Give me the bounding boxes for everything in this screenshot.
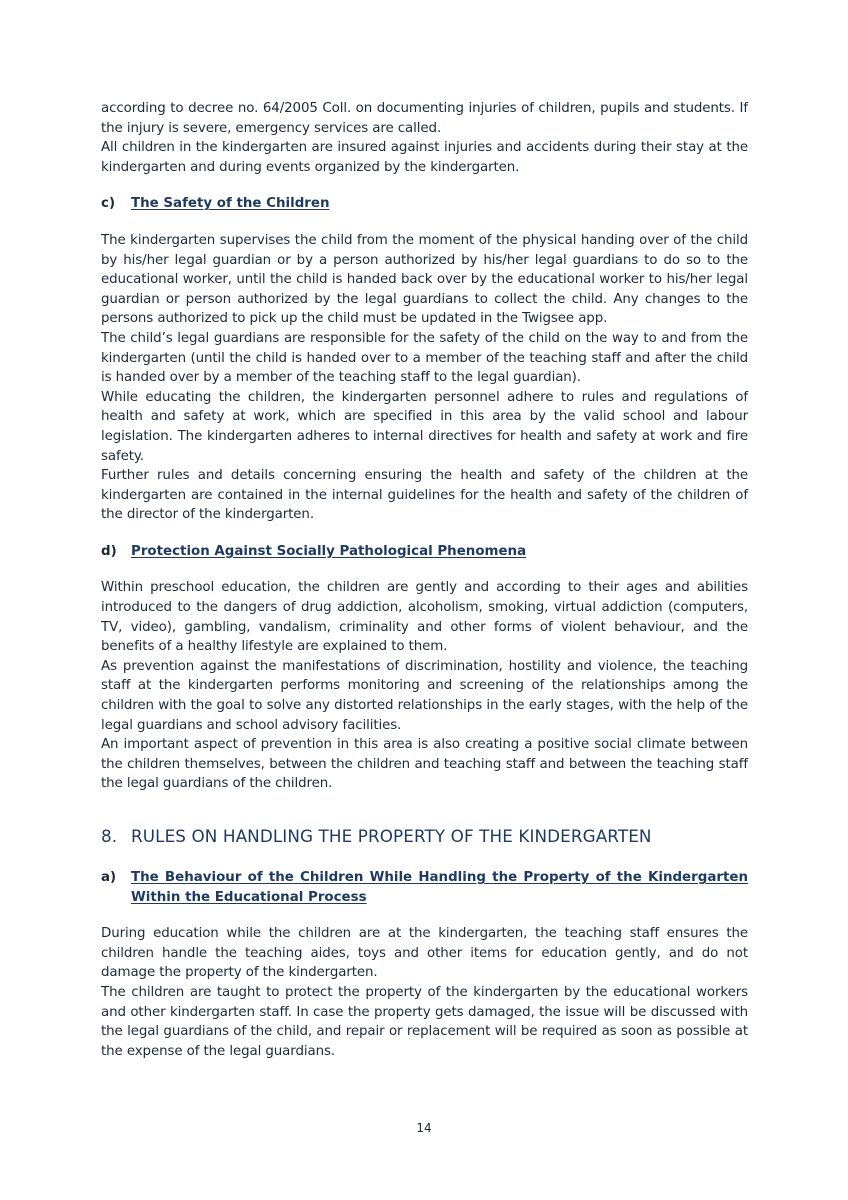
section-8a-paragraph-2: The children are taught to protect the property of the kindergarten by the educational workers and other kindergarten staff. In case the property gets damaged, the issue will be discussed with the legal guardians of the child, and repair or replacement will be required as soon as possible at the expense of the legal guardians.	[101, 984, 748, 1059]
section-8-title: RULES ON HANDLING THE PROPERTY OF THE KINDERGARTEN	[131, 826, 652, 846]
section-d-paragraph-1: Within preschool education, the children are gently and according to their ages and abilities introduced to the dangers of drug addiction, alcoholism, smoking, virtual addiction (computers, TV, video), gambling, vandalism, criminality and other forms of violent behaviour, and the benefits of a healthy lifestyle are explained to them.	[101, 580, 748, 655]
intro-paragraph-2: All children in the kindergarten are insured against injuries and accidents during their stay at the kindergarten and during events organized by the kindergarten.	[101, 140, 748, 175]
section-c-paragraph-4: Further rules and details concerning ensuring the health and safety of the children at the kindergarten are contained in the internal guidelines for the health and safety of the children of the director of the kindergarten.	[101, 468, 748, 523]
section-d-paragraph-3: An important aspect of prevention in this area is also creating a positive social climate between the children themselves, between the children and teaching staff and between the teaching staff the legal guardians of the children.	[101, 737, 748, 792]
section-8a-letter: a)	[101, 870, 117, 885]
section-c-letter: c)	[101, 196, 116, 212]
section-8-heading	[101, 825, 748, 847]
section-8a-paragraph-1: During education while the children are at the kindergarten, the teaching staff ensures the children handle the teaching aides, toys and other items for education gently, and do not damage the property of the kindergarten.	[101, 926, 748, 981]
section-8a-title: The Behaviour of the Children While Handling the Property of the Kindergarten Within the Educational Process	[131, 870, 748, 905]
section-8a-heading	[101, 868, 748, 907]
section-c-paragraph-1: The kindergarten supervises the child from the moment of the physical handing over of the child by his/her legal guardian or by a person authorized by his/her legal guardians to do so to the educational worker, until the child is handed back over by the educational worker to his/her legal guardian or person authorized by the legal guardians to collect the child. Any changes to the persons authorized to pick up the child must be updated in the Twigsee app.	[101, 232, 748, 327]
section-c-paragraph-2: The child’s legal guardians are responsible for the safety of the child on the way to and from the kindergarten (until the child is handed over to a member of the teaching staff and after the child is handed over by a member of the teaching staff to the legal guardian).	[101, 330, 748, 386]
section-d-title: Protection Against Socially Pathological Phenomena	[131, 543, 527, 559]
section-c-paragraph-3: While educating the children, the kindergarten personnel adhere to rules and regulations of health and safety at work, which are specified in this area by the valid school and labour legislation. The kindergarten adheres to internal directives for health and safety at work and fire safety.	[101, 389, 748, 464]
section-c-heading	[101, 194, 748, 214]
section-c-title: The Safety of the Children	[131, 196, 330, 212]
intro-paragraph-1: according to decree no. 64/2005 Coll. on documenting injuries of children, pupils and students. If the injury is severe, emergency services are called.	[101, 101, 748, 136]
section-8-number: 8.	[101, 826, 118, 846]
section-d-letter: d)	[101, 543, 117, 559]
page-number: 14	[416, 1121, 432, 1135]
section-d-paragraph-2: As prevention against the manifestations of discrimination, hostility and violence, the teaching staff at the kindergarten performs monitoring and screening of the relationships among the children with the goal to solve any distorted relationships in the early stages, with the help of the legal guardians and school advisory facilities.	[101, 658, 748, 733]
document-page	[101, 99, 748, 1061]
section-d-heading	[101, 542, 748, 562]
